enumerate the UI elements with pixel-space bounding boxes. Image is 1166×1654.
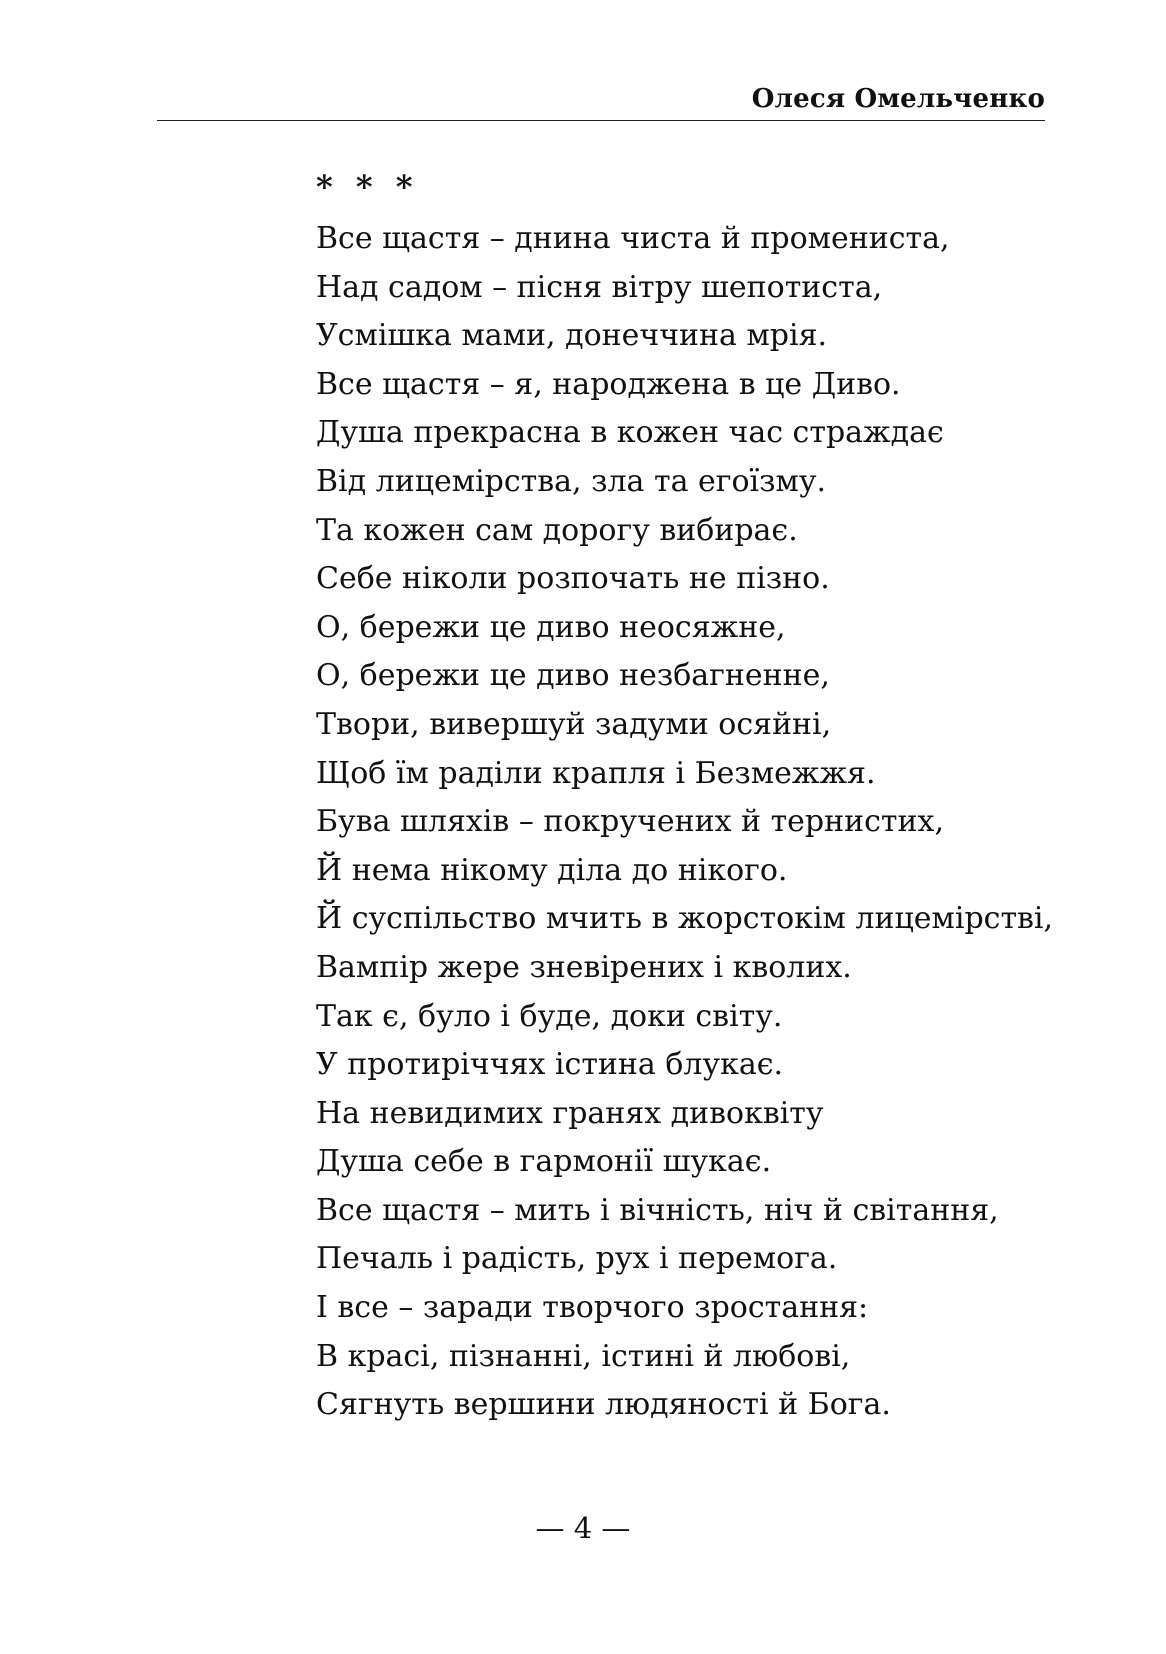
poem-line: Все щастя – я, народжена в це Диво. — [316, 366, 901, 402]
poem-line: Душа прекрасна в кожен час страждає — [316, 415, 944, 451]
poem-line: Вампір жере зневірених і кволих. — [316, 949, 852, 985]
poem-line: Сягнуть вершини людяності й Бога. — [316, 1387, 891, 1423]
poem-line: На невидимих гранях дивоквіту — [316, 1095, 824, 1131]
poem-line: О, бережи це диво неосяжне, — [316, 609, 786, 645]
running-head — [157, 78, 1045, 121]
poem-line: Бува шляхів – покручених й тернистих, — [316, 804, 944, 840]
poem-line: Щоб їм раділи крапля і Безмежжя. — [316, 755, 876, 791]
author-name: Олеся Омельченко — [751, 84, 1045, 114]
poem-line: О, бережи це диво незбагненне, — [316, 658, 830, 694]
poem-line: Усмішка мами, донеччина мрія. — [316, 318, 828, 354]
poem-line: Душа себе в гармонії шукає. — [316, 1144, 772, 1180]
poem-line: В красі, пізнанні, істині й любові, — [316, 1338, 851, 1374]
poem-line: Все щастя – днина чиста й промениста, — [316, 221, 950, 256]
poem-line: Все щастя – мить і вічність, ніч й світання, — [316, 1192, 999, 1228]
poem-line: Й суспільство мчить в жорстокім лицемірстві, — [316, 901, 1054, 937]
poem-line: Та кожен сам дорогу вибирає. — [316, 512, 798, 548]
poem-line: І все – заради творчого зростання: — [316, 1290, 869, 1326]
poem-line: Й нема нікому діла до нікого. — [316, 852, 788, 888]
poem-line: У протиріччях істина блукає. — [316, 1047, 784, 1083]
poem-line: Себе ніколи розпочать не пізно. — [316, 561, 830, 597]
poem-line: Печаль і радість, рух і перемога. — [316, 1241, 838, 1277]
poem-line: Над садом – пісня вітру шепотиста, — [316, 269, 883, 305]
poem-line: Твори, вивершуй задуми осяйні, — [316, 706, 832, 742]
page-number: — 4 — — [535, 1511, 631, 1545]
poem — [316, 165, 1056, 1430]
poem-lines — [316, 215, 1056, 1430]
poem-line: Від лицемірства, зла та егоїзму. — [316, 463, 826, 499]
poem-line: Так є, було і буде, доки світу. — [316, 998, 783, 1034]
section-ornament: * * * — [316, 168, 419, 206]
